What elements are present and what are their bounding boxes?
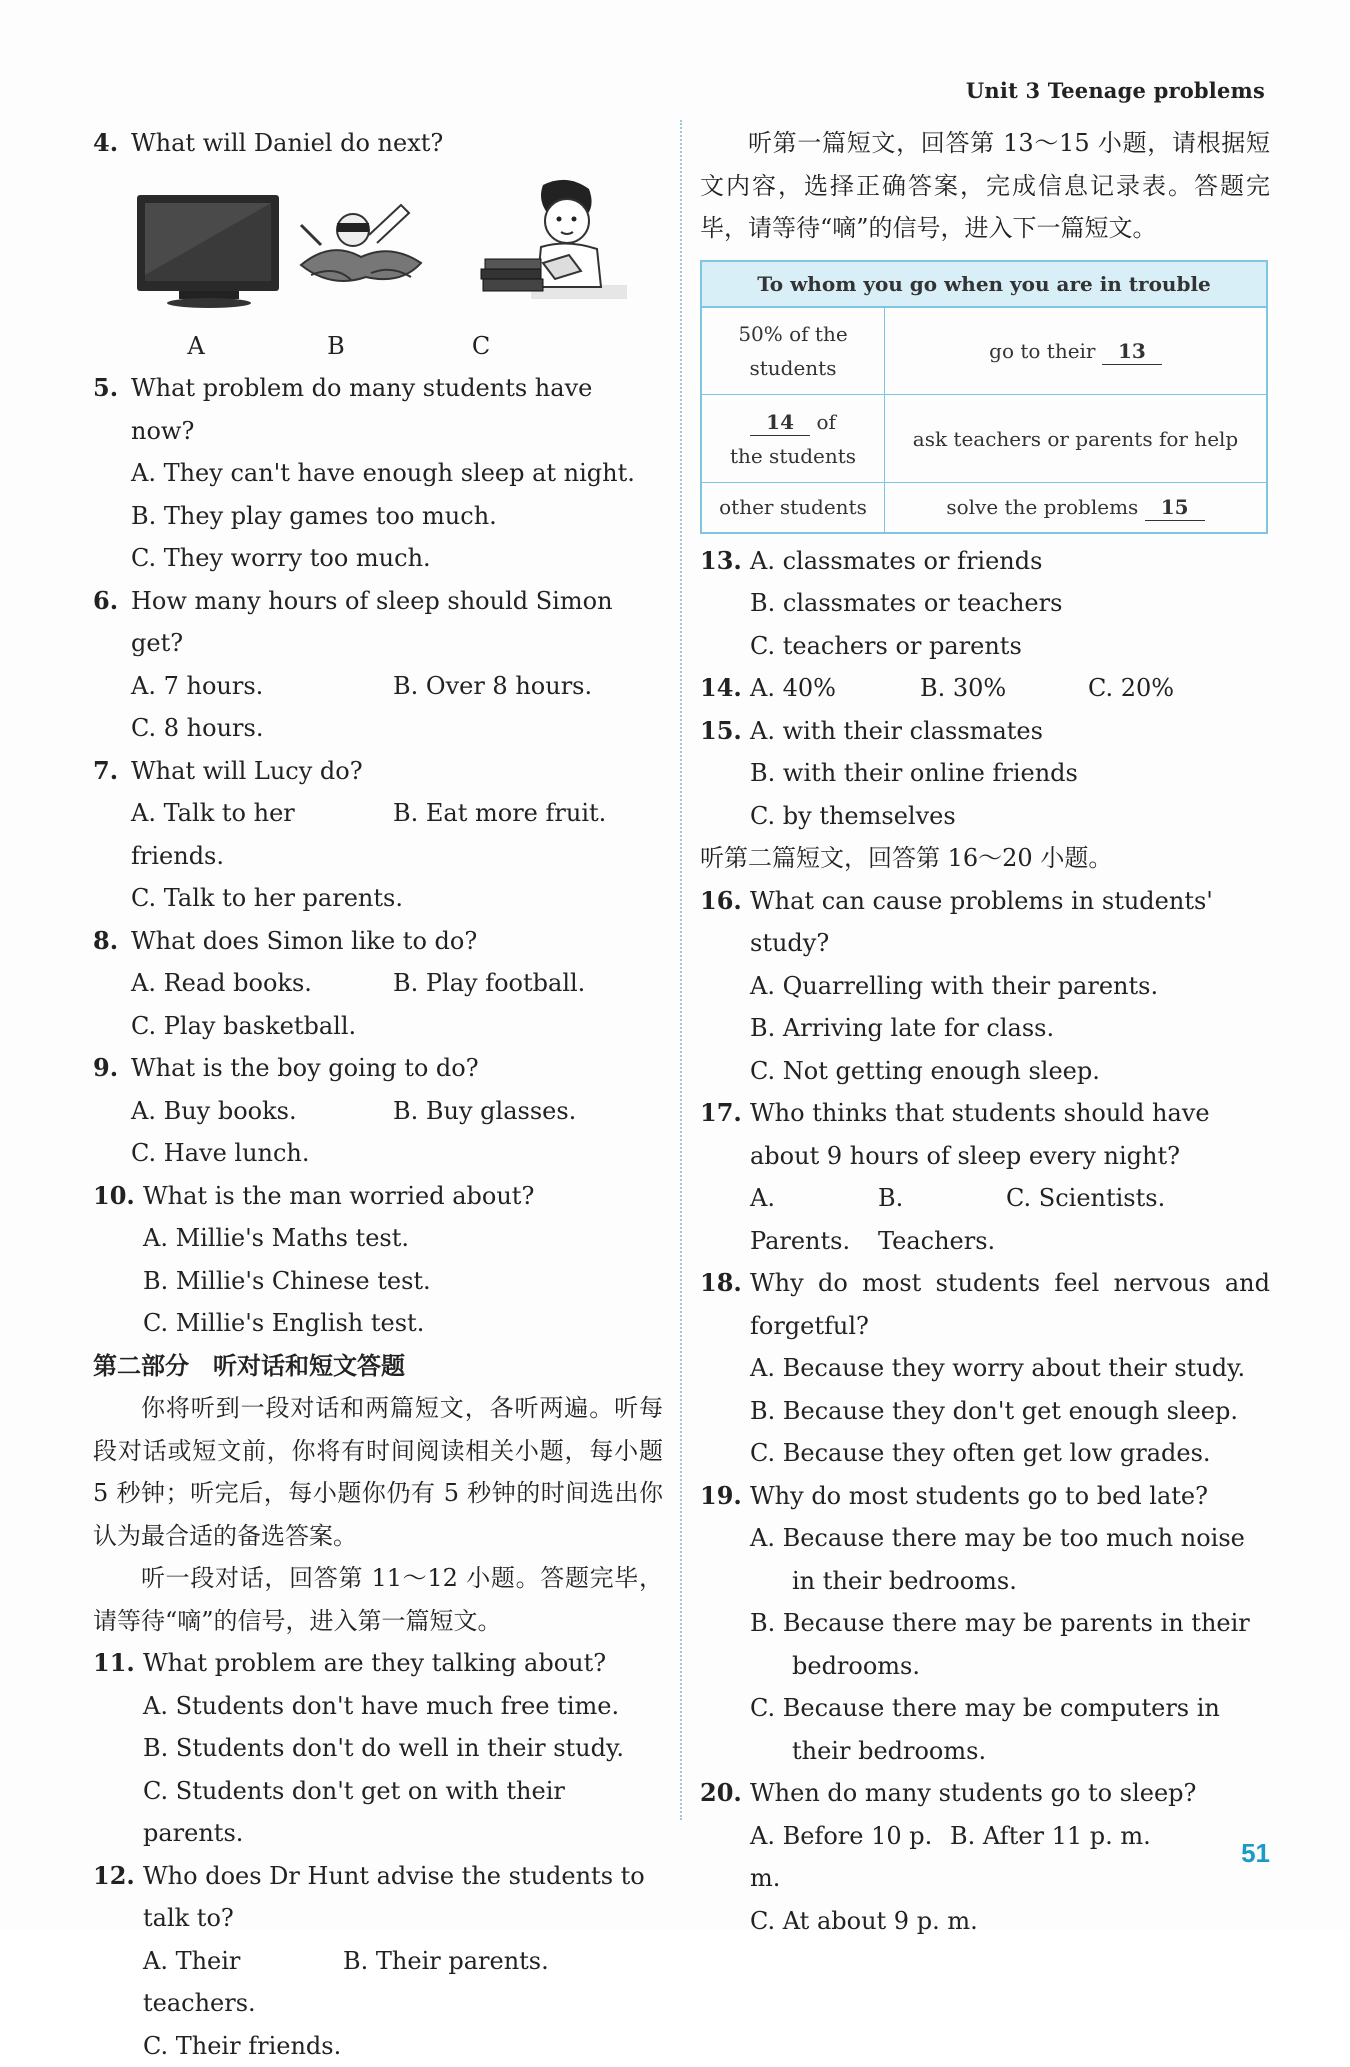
question-13: [700, 540, 1270, 583]
cell-text: of: [816, 410, 835, 434]
question-4: [93, 122, 663, 165]
question-10: [93, 1175, 663, 1218]
question-text: How many hours of sleep should Simon get?: [131, 587, 613, 658]
question-number: 6.: [93, 580, 118, 623]
question-text: Why do most students go to bed late?: [750, 1482, 1208, 1510]
part2-title: 第二部分 听对话和短文答题: [93, 1345, 663, 1388]
question-text: When do many students go to sleep?: [750, 1779, 1196, 1807]
option-a: A. Before 10 p. m.: [750, 1815, 950, 1900]
option-c: C. Have lunch.: [93, 1132, 663, 1175]
question-17: [700, 1092, 1270, 1177]
question-12: [93, 1855, 663, 1940]
table-cell: ask teachers or parents for help: [885, 395, 1268, 483]
option-b: B. Because they don't get enough sleep.: [700, 1390, 1270, 1433]
option-a: A. Students don't have much free time.: [93, 1685, 663, 1728]
info-record-table: [700, 260, 1268, 534]
question-number: 9.: [93, 1047, 118, 1090]
question-14: [700, 667, 1270, 710]
question-11: [93, 1642, 663, 1685]
option-b: B. Millie's Chinese test.: [93, 1260, 663, 1303]
cell-text: go to their: [989, 339, 1095, 363]
question-number: 17.: [700, 1092, 742, 1135]
question-text: Why do most students feel nervous and forgetful?: [750, 1269, 1270, 1340]
option-b: B. After 11 p. m.: [950, 1815, 1151, 1900]
cell-text: solve the problems: [946, 495, 1138, 519]
option-c: C. Not getting enough sleep.: [700, 1050, 1270, 1093]
question-15: [700, 710, 1270, 753]
table-cell: [885, 307, 1268, 395]
table-cell: [885, 483, 1268, 533]
question-number: 20.: [700, 1772, 742, 1815]
page-number: 51: [1241, 1838, 1270, 1869]
option-b: B. Their parents.: [343, 1940, 549, 2025]
table-title: To whom you go when you are in trouble: [701, 261, 1267, 307]
swimming-icon: [301, 205, 421, 281]
option-b: B. Students don't do well in their study.: [93, 1727, 663, 1770]
option-c: C. Students don't get on with their parents.: [93, 1770, 663, 1855]
question-text: What will Daniel do next?: [131, 129, 443, 157]
question-text: Who thinks that students should have about 9 hours of sleep every night?: [750, 1099, 1210, 1170]
answer-blank-15[interactable]: 15: [1145, 494, 1205, 521]
question-18: [700, 1262, 1270, 1347]
question-text: Who does Dr Hunt advise the students to talk to?: [143, 1862, 645, 1933]
question-text: What can cause problems in students' study?: [750, 887, 1213, 958]
options-ab: [93, 665, 663, 708]
option-a: A. 7 hours.: [131, 665, 393, 708]
options-abc: [700, 1177, 1270, 1262]
question-number: 15.: [700, 710, 742, 753]
option-b: B. Teachers.: [878, 1177, 1006, 1262]
option-a: A. Their teachers.: [143, 1940, 343, 2025]
option-c: C. 8 hours.: [93, 707, 663, 750]
answer-blank-14[interactable]: 14: [750, 409, 810, 436]
question-number: 18.: [700, 1262, 742, 1305]
question-text: What does Simon like to do?: [131, 927, 477, 955]
option-a: A. with their classmates: [750, 717, 1043, 745]
q4-picture-row: [131, 175, 651, 325]
dialog-instructions: 听一段对话，回答第 11～12 小题。答题完毕，请等待“嘀”的信号，进入第一篇短文。: [93, 1557, 663, 1642]
option-a: A. Quarrelling with their parents.: [700, 965, 1270, 1008]
question-number: 16.: [700, 880, 742, 923]
part2-instructions: 你将听到一段对话和两篇短文，各听两遍。听每段对话或短文前，你将有时间阅读相关小题，每小题 5 秒钟；听完后，每小题你仍有 5 秒钟的时间选出你认为最合适的备选答案。: [93, 1387, 663, 1557]
question-text: What will Lucy do?: [131, 757, 363, 785]
option-c: C. teachers or parents: [700, 625, 1270, 668]
question-6: [93, 580, 663, 665]
option-label-c: C: [411, 325, 551, 368]
option-b: B. Over 8 hours.: [393, 665, 592, 708]
option-b: B. 30%: [920, 667, 1088, 710]
option-b: B. They play games too much.: [93, 495, 663, 538]
option-label-b: B: [261, 325, 411, 368]
option-a: A. Millie's Maths test.: [93, 1217, 663, 1260]
table-cell: [701, 395, 885, 483]
option-b: B. Arriving late for class.: [700, 1007, 1270, 1050]
question-number: 5.: [93, 367, 118, 410]
option-a: A. Talk to her friends.: [131, 792, 393, 877]
options-ab: [93, 792, 663, 877]
option-c: C. Their friends.: [93, 2025, 663, 2067]
question-9: [93, 1047, 663, 1090]
question-19: [700, 1475, 1270, 1518]
question-8: [93, 920, 663, 963]
table-cell: other students: [701, 483, 885, 533]
options-ab: [700, 1815, 1270, 1900]
option-a: A. classmates or friends: [750, 547, 1042, 575]
option-c: C. Because there may be computers in their bedrooms.: [700, 1687, 1270, 1772]
table-cell: 50% of the students: [701, 307, 885, 395]
option-b: B. Eat more fruit.: [393, 792, 606, 877]
cell-text: the students: [708, 439, 878, 473]
column-divider: [680, 120, 682, 1820]
question-number: 19.: [700, 1475, 742, 1518]
right-column: [700, 122, 1270, 1942]
question-5: [93, 367, 663, 452]
option-c: C. They worry too much.: [93, 537, 663, 580]
option-b: B. Buy glasses.: [393, 1090, 576, 1133]
question-number: 8.: [93, 920, 118, 963]
question-text: What is the boy going to do?: [131, 1054, 479, 1082]
option-b: B. Because there may be parents in their bedrooms.: [700, 1602, 1270, 1687]
question-number: 12.: [93, 1855, 135, 1898]
question-number: 13.: [700, 540, 742, 583]
passage1-instructions: 听第一篇短文，回答第 13～15 小题，请根据短文内容，选择正确答案，完成信息记录表。答题完毕，请等待“嘀”的信号，进入下一篇短文。: [700, 122, 1270, 250]
passage2-instructions: 听第二篇短文，回答第 16～20 小题。: [700, 837, 1270, 880]
option-a: A. Parents.: [750, 1177, 878, 1262]
option-c: C. Scientists.: [1006, 1177, 1165, 1262]
television-icon: [137, 195, 279, 308]
option-c: C. Because they often get low grades.: [700, 1432, 1270, 1475]
option-c: C. Millie's English test.: [93, 1302, 663, 1345]
question-number: 11.: [93, 1642, 135, 1685]
options-ab: [93, 962, 663, 1005]
question-20: [700, 1772, 1270, 1815]
option-label-a: A: [131, 325, 261, 368]
unit-header: Unit 3 Teenage problems: [966, 78, 1265, 103]
option-c: C. Play basketball.: [93, 1005, 663, 1048]
question-number: 4.: [93, 122, 118, 165]
option-c: C. Talk to her parents.: [93, 877, 663, 920]
option-b: B. with their online friends: [700, 752, 1270, 795]
q4-picture-labels: [131, 325, 663, 368]
options-ab: [93, 1090, 663, 1133]
question-text: What problem do many students have now?: [131, 374, 592, 445]
question-number: 10.: [93, 1175, 135, 1218]
option-b: B. Play football.: [393, 962, 585, 1005]
option-a: A. Because they worry about their study.: [700, 1347, 1270, 1390]
option-a: A. Buy books.: [131, 1090, 393, 1133]
option-b: B. classmates or teachers: [700, 582, 1270, 625]
answer-blank-13[interactable]: 13: [1102, 338, 1162, 365]
option-a: A. Read books.: [131, 962, 393, 1005]
option-a: A. 40%: [750, 667, 920, 710]
question-number: 7.: [93, 750, 118, 793]
options-ab: [93, 1940, 663, 2025]
option-a: A. Because there may be too much noise in their bedrooms.: [700, 1517, 1270, 1602]
question-text: What is the man worried about?: [143, 1182, 534, 1210]
question-text: What problem are they talking about?: [143, 1649, 606, 1677]
question-number: 14.: [700, 667, 742, 710]
option-a: A. They can't have enough sleep at night.: [93, 452, 663, 495]
question-7: [93, 750, 663, 793]
left-column: [93, 122, 663, 2067]
question-16: [700, 880, 1270, 965]
option-c: C. 20%: [1088, 667, 1174, 710]
reading-boy-icon: [481, 179, 627, 298]
option-c: C. by themselves: [700, 795, 1270, 838]
option-c: C. At about 9 p. m.: [700, 1900, 1270, 1943]
q4-pictures: [131, 175, 663, 325]
